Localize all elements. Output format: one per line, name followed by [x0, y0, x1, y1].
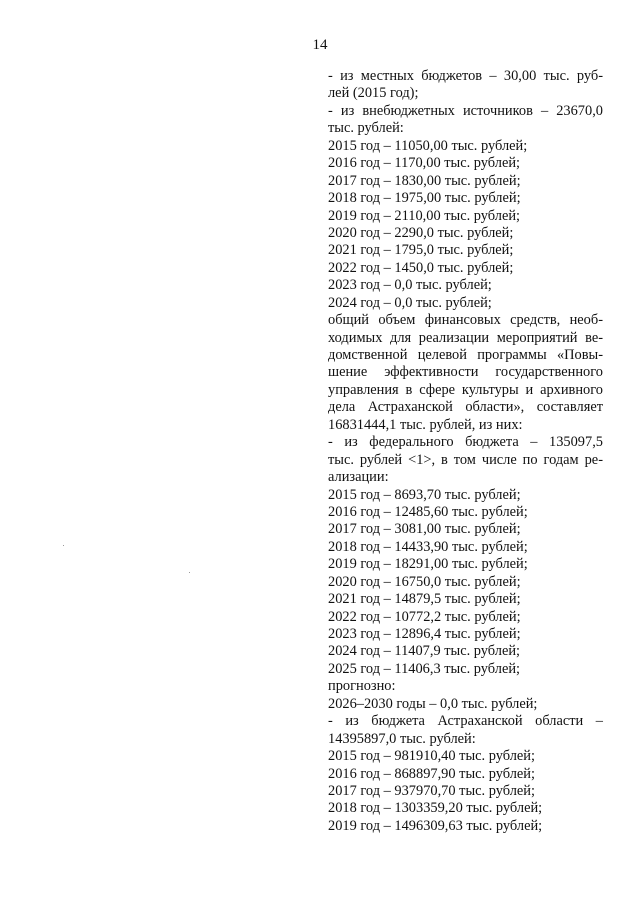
text-line: 2025 год – 11406,3 тыс. рублей; — [328, 660, 521, 677]
scan-speck — [63, 545, 64, 546]
text-line: ходимых для реализации мероприятий ве- — [328, 329, 603, 346]
text-line: 2017 год – 3081,00 тыс. рублей; — [328, 521, 521, 538]
text-line: 2019 год – 1496309,63 тыс. рублей; — [328, 817, 543, 834]
text-line: дела Астраханской области», составляет — [328, 399, 603, 416]
text-line: 16831444,1 тыс. рублей, из них: — [328, 416, 523, 433]
text-line: 2024 год – 11407,9 тыс. рублей; — [328, 643, 521, 660]
text-line: прогнозно: — [328, 678, 396, 695]
text-line: 2023 год – 0,0 тыс. рублей; — [328, 277, 492, 294]
text-line: тыс. рублей <1>, в том числе по годам ре- — [328, 451, 603, 468]
page-number: 14 — [312, 37, 328, 53]
text-line: 2026–2030 годы – 0,0 тыс. рублей; — [328, 695, 538, 712]
text-line: - из местных бюджетов – 30,00 тыс. руб- — [328, 68, 603, 84]
text-line: шение эффективности государственного — [328, 364, 603, 381]
text-line: 2015 год – 8693,70 тыс. рублей; — [328, 486, 521, 503]
text-line: 2016 год – 1170,00 тыс. рублей; — [328, 155, 521, 172]
text-line: тыс. рублей: — [328, 120, 404, 137]
text-line: 2024 год – 0,0 тыс. рублей; — [328, 294, 492, 311]
text-line: 2015 год – 11050,00 тыс. рублей; — [328, 137, 528, 154]
text-line: 2019 год – 18291,00 тыс. рублей; — [328, 556, 528, 573]
text-line: 2016 год – 12485,60 тыс. рублей; — [328, 503, 528, 520]
text-line: 2017 год – 1830,00 тыс. рублей; — [328, 172, 521, 189]
text-line: - из внебюджетных источников – 23670,0 — [328, 102, 603, 119]
text-line: 2021 год – 1795,0 тыс. рублей; — [328, 242, 514, 259]
text-line: 2018 год – 14433,90 тыс. рублей; — [328, 538, 528, 555]
text-line: 2016 год – 868897,90 тыс. рублей; — [328, 765, 535, 782]
text-column — [328, 68, 603, 835]
text-line: 2018 год – 1303359,20 тыс. рублей; — [328, 800, 543, 817]
text-line: домственной целевой программы «Повы- — [328, 347, 603, 363]
text-line: управления в сфере культуры и архивного — [328, 381, 603, 398]
scan-speck — [189, 572, 190, 573]
text-line: ализации: — [328, 469, 389, 486]
text-line: общий объем финансовых средств, необ- — [328, 312, 603, 329]
text-line: 2020 год – 16750,0 тыс. рублей; — [328, 573, 521, 590]
text-line: 2023 год – 12896,4 тыс. рублей; — [328, 626, 521, 642]
text-line: лей (2015 год); — [328, 85, 419, 102]
text-line: 14395897,0 тыс. рублей: — [328, 730, 476, 747]
text-line: - из федерального бюджета – 135097,5 — [328, 434, 603, 451]
text-line: 2017 год – 937970,70 тыс. рублей; — [328, 782, 535, 799]
text-line: 2021 год – 14879,5 тыс. рублей; — [328, 591, 521, 608]
text-line: 2020 год – 2290,0 тыс. рублей; — [328, 224, 514, 241]
text-line: 2015 год – 981910,40 тыс. рублей; — [328, 748, 535, 765]
text-line: 2022 год – 1450,0 тыс. рублей; — [328, 259, 514, 276]
text-line: 2022 год – 10772,2 тыс. рублей; — [328, 608, 521, 625]
text-line: 2018 год – 1975,00 тыс. рублей; — [328, 190, 521, 207]
text-line: 2019 год – 2110,00 тыс. рублей; — [328, 207, 521, 224]
text-line: - из бюджета Астраханской области – — [328, 713, 603, 730]
